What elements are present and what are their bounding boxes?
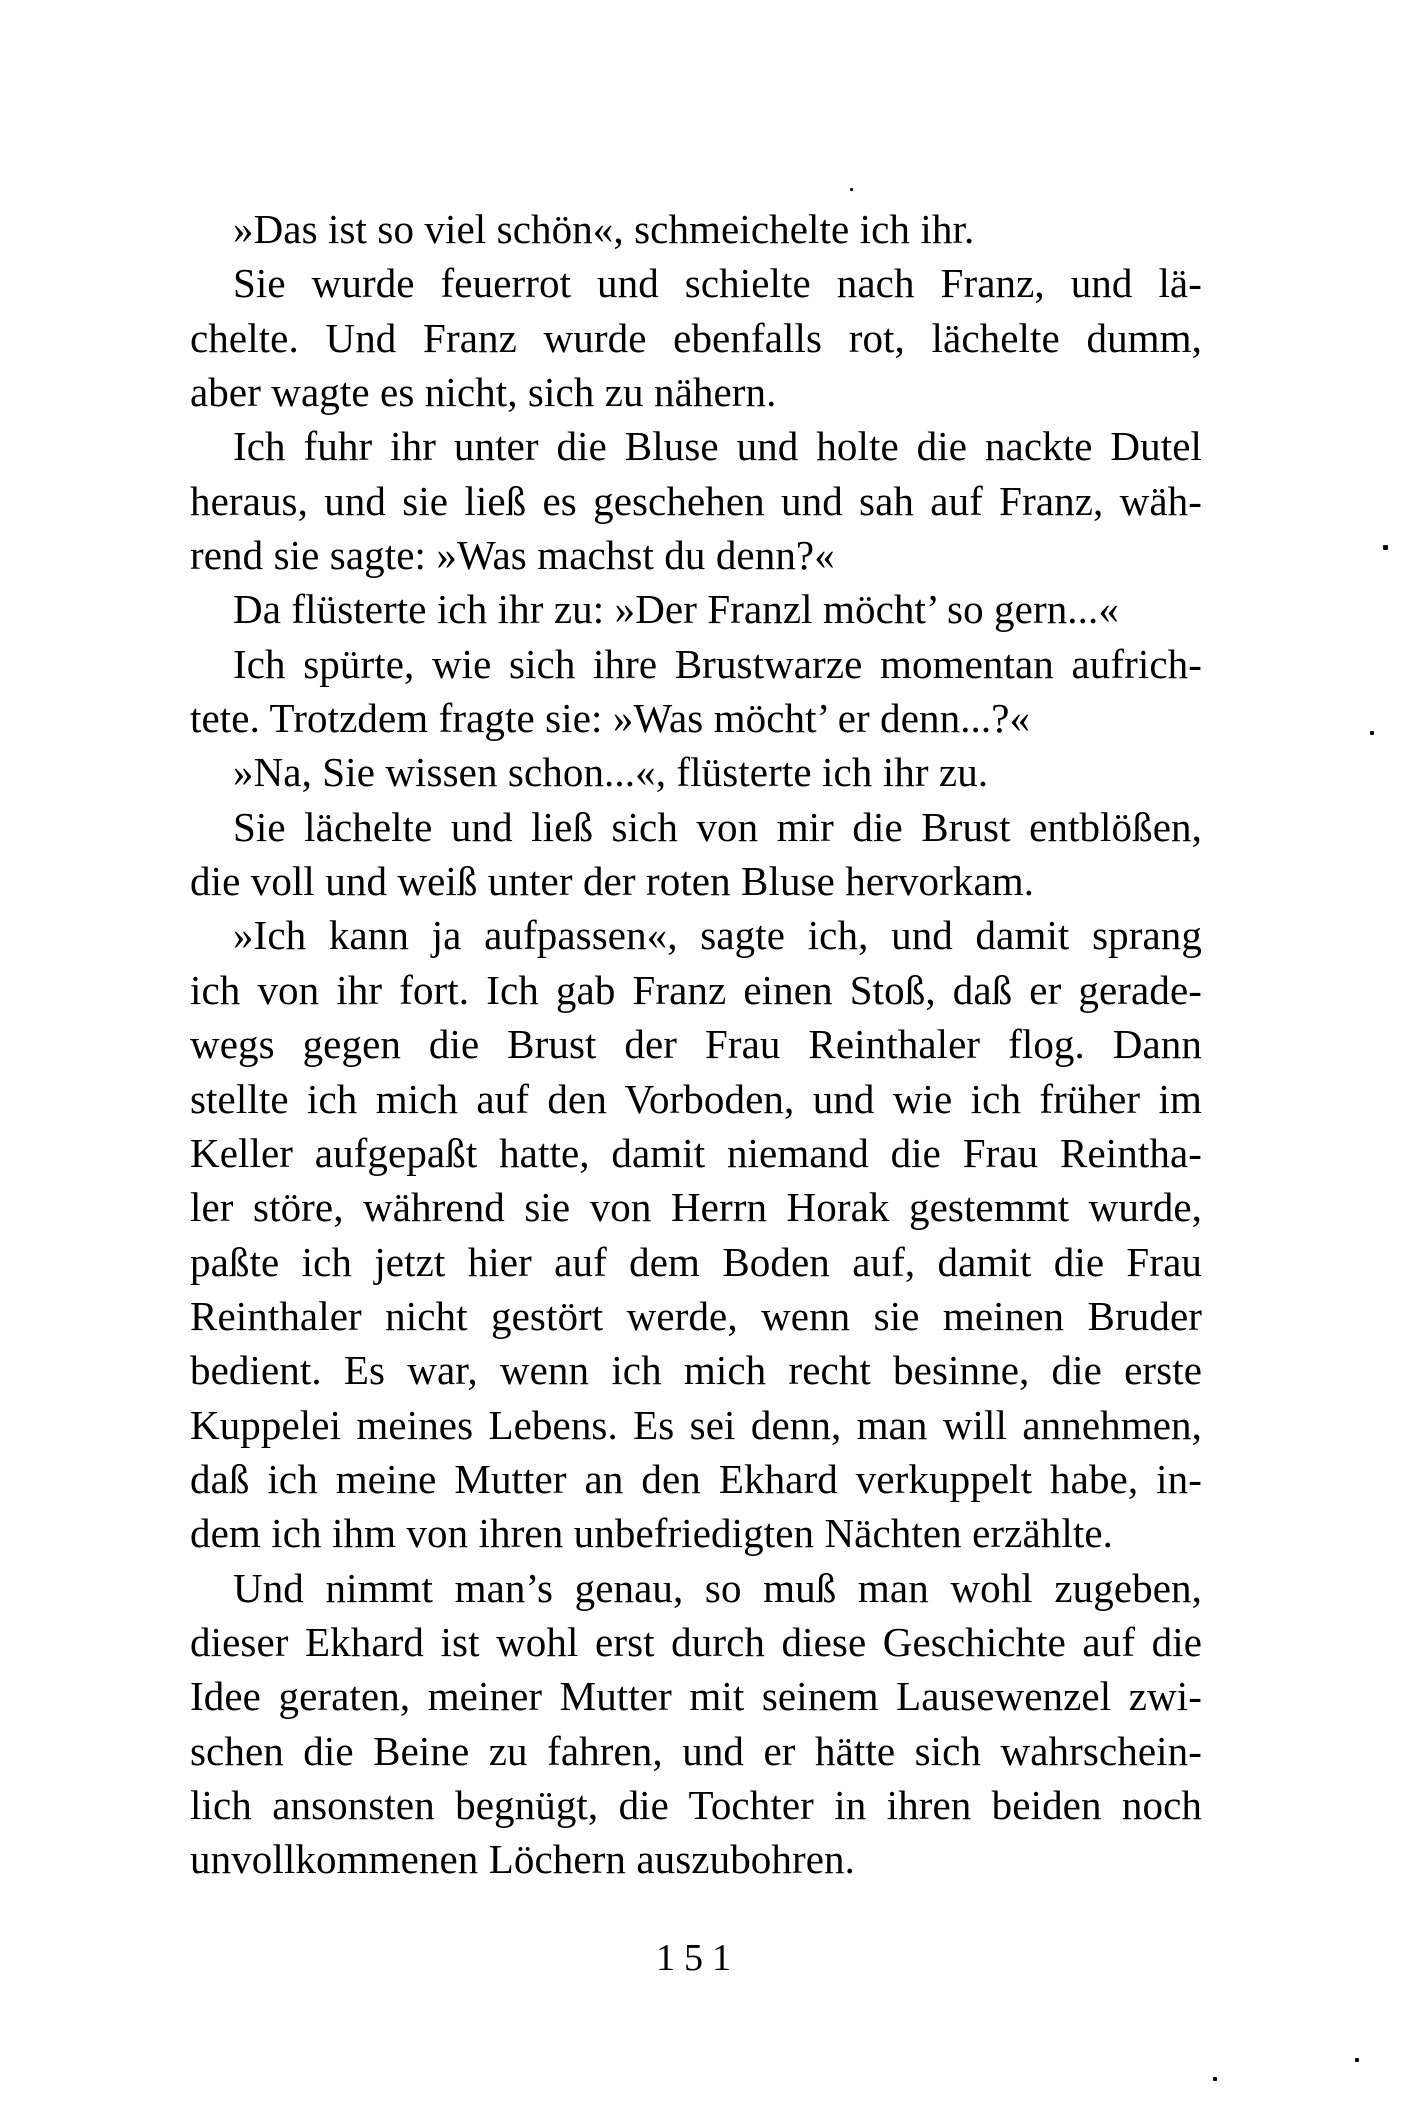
text-line: daß ich meine Mutter an den Ekhard verkuppelt habe, in-	[190, 1455, 1202, 1502]
text-line: dem ich ihm von ihren unbefriedigten Nächten erzählte.	[190, 1510, 1113, 1557]
text-line: Reinthaler nicht gestört werde, wenn sie meinen Bruder	[190, 1292, 1202, 1339]
text-block	[190, 202, 1202, 1887]
text-line: »Ich kann ja aufpassen«, sagte ich, und damit sprang	[233, 912, 1202, 959]
text-line: Ich spürte, wie sich ihre Brustwarze momentan aufrich-	[233, 640, 1202, 687]
text-line: schen die Beine zu fahren, und er hätte sich wahrschein-	[190, 1727, 1202, 1774]
text-line: unvollkommenen Löchern auszubohren.	[190, 1836, 856, 1883]
text-line: chelte. Und Franz wurde ebenfalls rot, lächelte dumm,	[190, 314, 1202, 361]
text-line: stellte ich mich auf den Vorboden, und wie ich früher im	[190, 1075, 1202, 1122]
scan-speck-1	[850, 188, 853, 191]
text-line: die voll und weiß unter der roten Bluse hervorkam.	[190, 858, 1035, 905]
text-line: aber wagte es nicht, sich zu nähern.	[190, 369, 777, 416]
text-line: dieser Ekhard ist wohl erst durch diese Geschichte auf die	[190, 1618, 1202, 1665]
text-line: »Na, Sie wissen schon...«, flüsterte ich ihr zu.	[233, 749, 989, 796]
text-line: Sie lächelte und ließ sich von mir die Brust entblößen,	[233, 803, 1202, 850]
text-line: heraus, und sie ließ es geschehen und sah auf Franz, wäh-	[190, 477, 1202, 524]
text-line: tete. Trotzdem fragte sie: »Was möcht’ er denn...?«	[190, 695, 1031, 742]
text-line: ler störe, während sie von Herrn Horak gestemmt wurde,	[190, 1184, 1202, 1231]
text-line: paßte ich jetzt hier auf dem Boden auf, damit die Frau	[190, 1238, 1202, 1285]
text-line: »Das ist so viel schön«, schmeichelte ich ihr.	[233, 206, 975, 252]
text-line: Da flüsterte ich ihr zu: »Der Franzl möcht’ so gern...«	[233, 586, 1119, 633]
text-line: wegs gegen die Brust der Frau Reinthaler flog. Dann	[190, 1021, 1202, 1068]
scan-speck-4	[1355, 2058, 1359, 2062]
scan-speck-5	[1213, 2077, 1217, 2081]
text-line: Und nimmt man’s genau, so muß man wohl zugeben,	[233, 1564, 1202, 1611]
text-line: ich von ihr fort. Ich gab Franz einen Stoß, daß er gerade-	[190, 966, 1202, 1013]
text-line: lich ansonsten begnügt, die Tochter in ihren beiden noch	[190, 1781, 1202, 1828]
text-line: bedient. Es war, wenn ich mich recht besinne, die erste	[190, 1347, 1202, 1394]
text-line: rend sie sagte: »Was machst du denn?«	[190, 532, 835, 579]
text-line: Ich fuhr ihr unter die Bluse und holte die nackte Dutel	[233, 423, 1202, 470]
text-line: Idee geraten, meiner Mutter mit seinem Lausewenzel zwi-	[190, 1673, 1202, 1720]
text-line: Keller aufgepaßt hatte, damit niemand die Frau Reintha-	[190, 1129, 1202, 1176]
page-number: 151	[656, 1937, 740, 1979]
scan-speck-2	[1383, 545, 1388, 550]
text-line: Kuppelei meines Lebens. Es sei denn, man will annehmen,	[190, 1401, 1202, 1448]
scan-speck-3	[1370, 731, 1374, 735]
text-line: Sie wurde feuerrot und schielte nach Franz, und lä-	[233, 260, 1202, 307]
